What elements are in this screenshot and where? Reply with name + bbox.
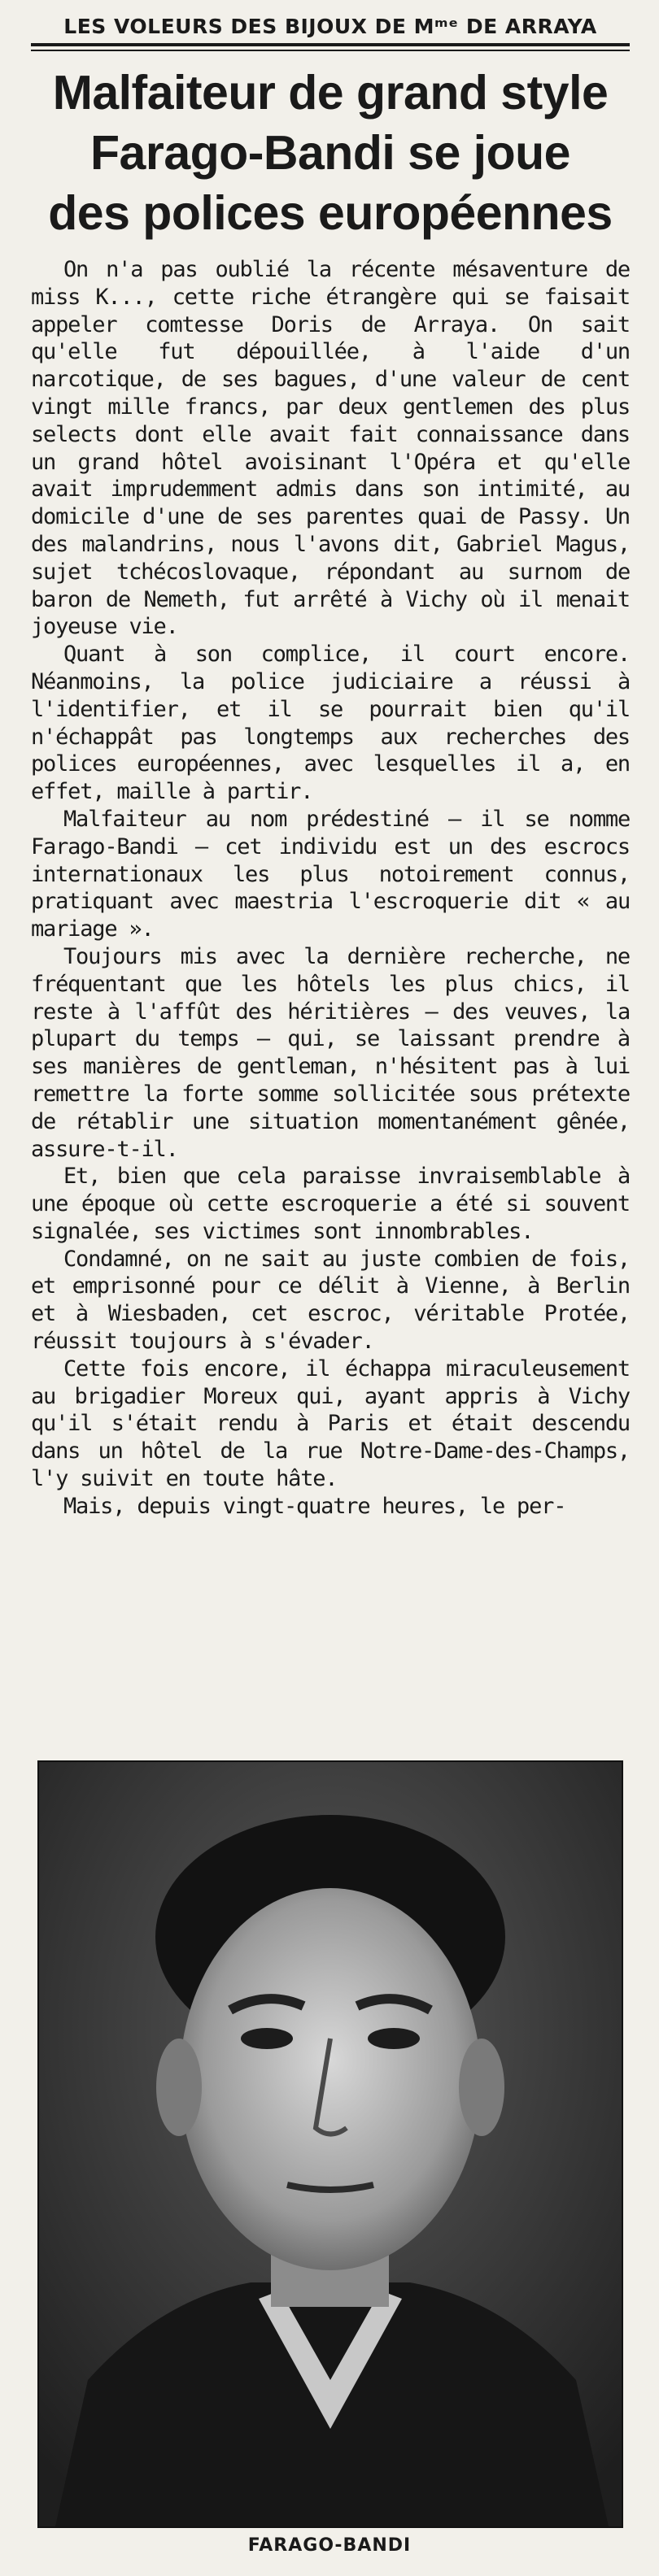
article-paragraph: On n'a pas oublié la récente mésaventure de miss K..., cette riche étrangère qui se faisait appeler comtesse Doris de Arraya. On sait qu'elle fut dépouillée, à l'aide d'un narcotique, de ses bagues, d'une valeur de cent vingt mille francs, par deux gentlemen des plus selects dont elle avait fait connaissance dans un grand hôtel avoisinant l'Opéra et qu'elle avait imprudemment admis dans son intimité, au domicile d'une de ses parentes quai de Passy. Un des malandrins, nous l'avons dit, Gabriel Magus, sujet tchécoslovaque, répondant au surnom de baron de Nemeth, fut arrêté à Vichy où il menait joyeuse vie. xyxy=(31,257,630,640)
kicker-heading: LES VOLEURS DES BIJOUX DE Mᵐᵉ DE ARRAYA xyxy=(63,15,597,38)
headline-line: Malfaiteur de grand style xyxy=(52,66,609,120)
rule-divider xyxy=(31,43,630,46)
article-paragraph: Et, bien que cela paraisse invraisemblable à une époque où cette escroquerie a été si souvent signalée, ses victimes sont innombrables. xyxy=(31,1164,630,1244)
photo-caption: FARAGO-BANDI xyxy=(247,2535,412,2556)
article-paragraph: Quant à son complice, il court encore. Néanmoins, la police judiciaire a réussi à l'identifier, et il se pourrait bien qu'il n'échappât pas longtemps aux recherches des polices européennes, avec lesquelles il a, en effet, maille à partir. xyxy=(31,642,630,805)
headline-line: des polices européennes xyxy=(48,186,613,240)
article-paragraph: Toujours mis avec la dernière recherche, ne fréquentant que les hôtels les plus chics, il reste à l'affût des héritières — des veuves, la plupart du temps — qui, se laissant prendre à ses manières de gentleman, n'hésitent pas à lui remettre la forte somme sollicitée sous prétexte de rétablir une situation momentanément gênée, assure-t-il. xyxy=(31,943,630,1162)
article-paragraph: Cette fois encore, il échappa miraculeusement au brigadier Moreux qui, ayant appris à Vichy qu'il s'était rendu à Paris et était descendu dans un hôtel de la rue Notre-Dame-des-Champs, l'y suivit en toute hâte. xyxy=(31,1355,630,1492)
headline-line: Farago-Bandi se joue xyxy=(90,126,570,180)
rule-divider-thin xyxy=(31,50,630,51)
article-paragraph: Malfaiteur au nom prédestiné — il se nomme Farago-Bandi — cet individu est un des escrocs internationaux les plus notoirement connus, pratiquant avec maestria l'escroquerie dit « au mariage ». xyxy=(31,806,630,942)
article-paragraph: Condamné, on ne sait au juste combien de fois, et emprisonné pour ce délit à Vienne, à Berlin et à Wiesbaden, cet escroc, véritable Protée, réussit toujours à s'évader. xyxy=(31,1246,630,1355)
article-paragraph: Mais, depuis vingt-quatre heures, le per- xyxy=(63,1493,566,1519)
portrait-image xyxy=(39,1762,622,2526)
portrait-photo xyxy=(37,1760,623,2528)
headline xyxy=(31,63,630,243)
article-body xyxy=(31,256,630,1521)
